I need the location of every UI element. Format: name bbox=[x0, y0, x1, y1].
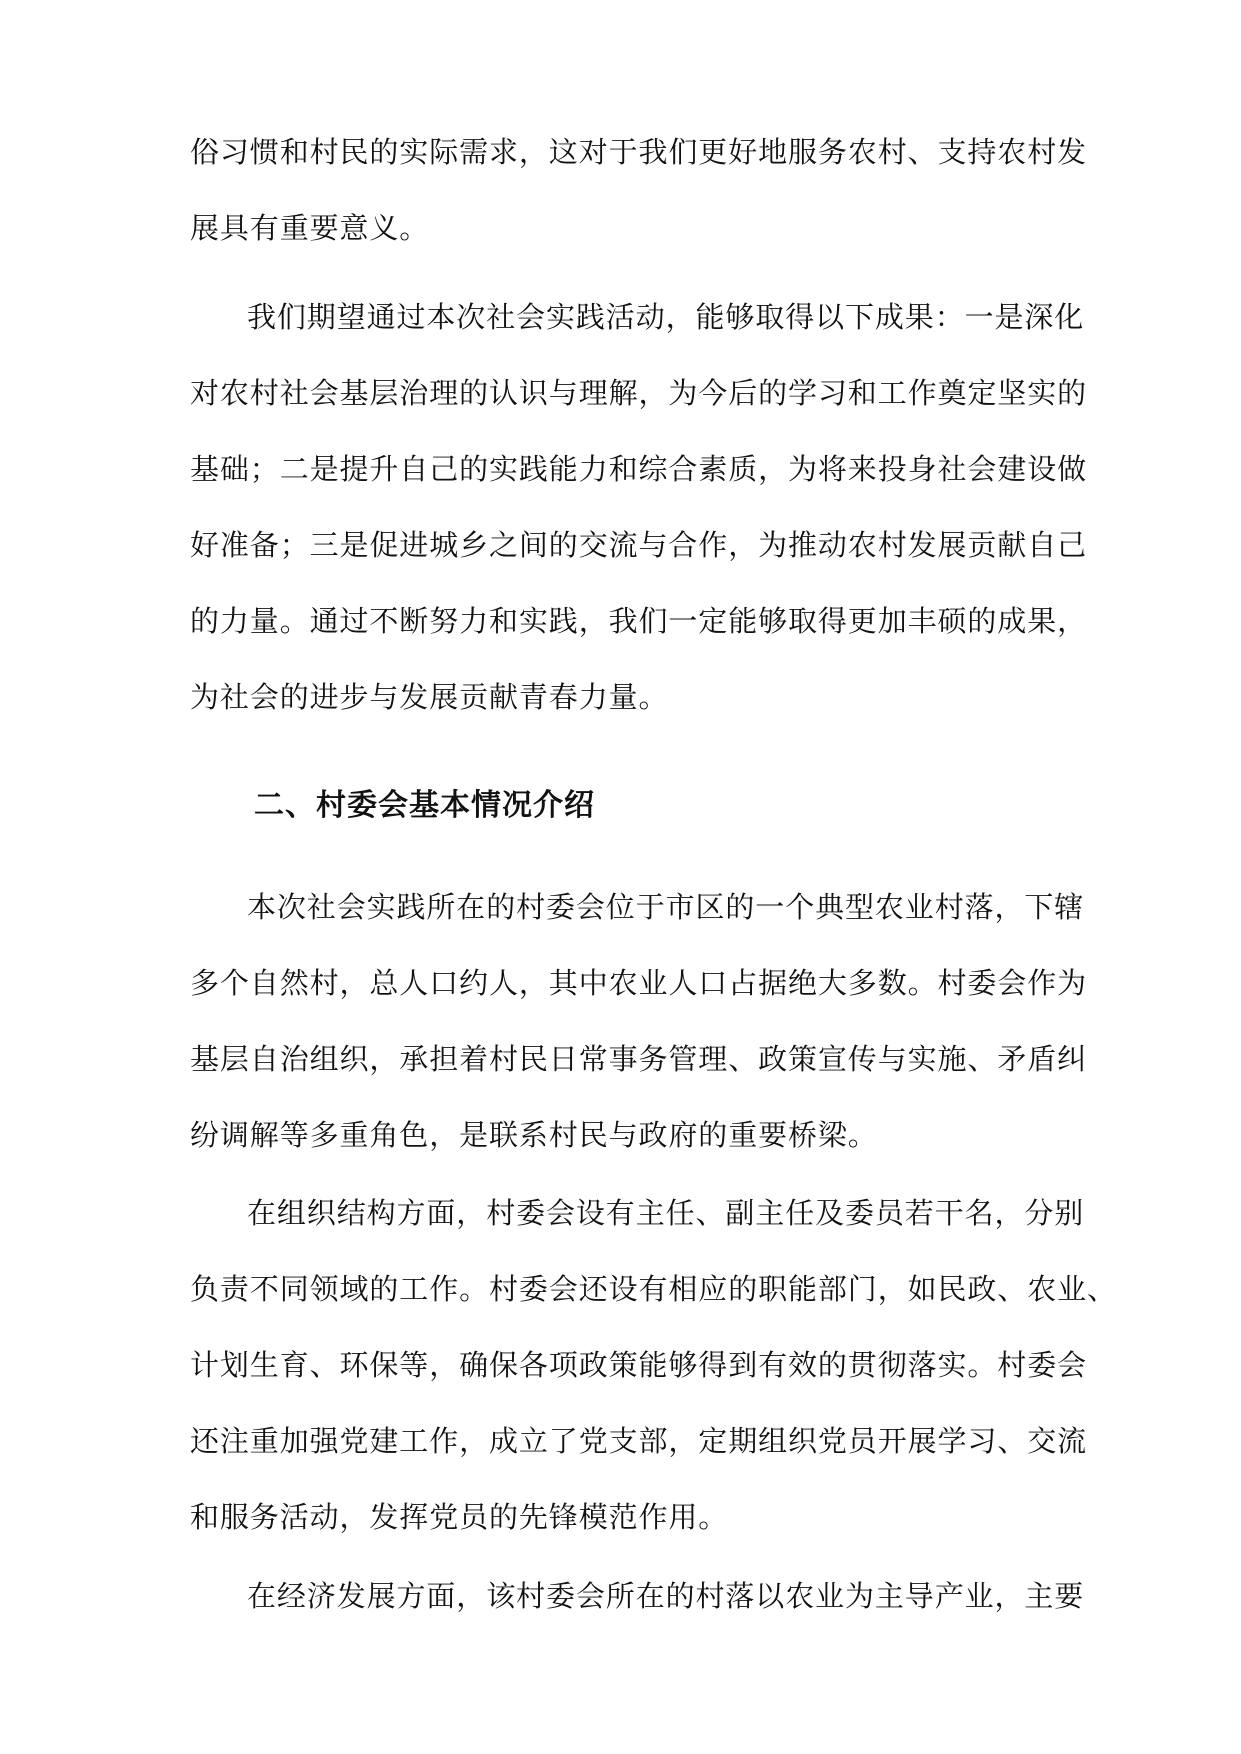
paragraph-line bbox=[0, 449, 1241, 489]
overview-line-3: 基层自治组织，承担着村民日常事务管理、政策宣传与实施、矛盾纠 bbox=[190, 1042, 1088, 1076]
paragraph-line bbox=[0, 132, 1241, 172]
organization-line-4: 还注重加强党建工作，成立了党支部，定期组织党员开展学习、交流 bbox=[190, 1424, 1088, 1458]
overview-line-4: 纷调解等多重角色，是联系村民与政府的重要桥梁。 bbox=[190, 1118, 878, 1152]
paragraph-line bbox=[0, 373, 1241, 413]
expectations-line-2: 对农村社会基层治理的认识与理解，为今后的学习和工作奠定坚实的 bbox=[190, 376, 1088, 410]
expectations-line-6: 为社会的进步与发展贡献青春力量。 bbox=[190, 680, 669, 714]
expectations-line-4: 好准备；三是促进城乡之间的交流与合作，为推动农村发展贡献自己 bbox=[190, 528, 1088, 562]
intro-line-2: 展具有重要意义。 bbox=[190, 211, 430, 245]
overview-line-2: 多个自然村，总人口约人，其中农业人口占据绝大多数。村委会作为 bbox=[190, 966, 1088, 1000]
paragraph-line bbox=[0, 963, 1241, 1003]
paragraph-line bbox=[0, 1115, 1241, 1155]
organization-line-2: 负责不同领域的工作。村委会还设有相应的职能部门，如民政、农业、 bbox=[190, 1272, 1117, 1306]
paragraph-line bbox=[0, 601, 1241, 641]
paragraph-line bbox=[0, 1421, 1241, 1461]
section-heading-text: 二、村委会基本情况介绍 bbox=[254, 788, 595, 823]
paragraph-line bbox=[0, 297, 1241, 337]
paragraph-line bbox=[0, 1039, 1241, 1079]
intro-line-1: 俗习惯和村民的实际需求，这对于我们更好地服务农村、支持农村发 bbox=[190, 135, 1088, 169]
organization-line-3: 计划生育、环保等，确保各项政策能够得到有效的贯彻落实。村委会 bbox=[190, 1348, 1088, 1382]
economy-line-1: 在经济发展方面，该村委会所在的村落以农业为主导产业，主要 bbox=[247, 1579, 1085, 1613]
paragraph-line bbox=[0, 208, 1241, 248]
paragraph-line bbox=[0, 677, 1241, 717]
paragraph-line bbox=[0, 1269, 1241, 1309]
paragraph-line bbox=[0, 1497, 1241, 1537]
organization-line-1: 在组织结构方面，村委会设有主任、副主任及委员若干名，分别 bbox=[247, 1196, 1085, 1230]
expectations-line-3: 基础；二是提升自己的实践能力和综合素质，为将来投身社会建设做 bbox=[190, 452, 1088, 486]
paragraph-line bbox=[0, 887, 1241, 927]
overview-line-1: 本次社会实践所在的村委会位于市区的一个典型农业村落，下辖 bbox=[247, 890, 1085, 924]
paragraph-line bbox=[0, 1345, 1241, 1385]
expectations-line-5: 的力量。通过不断努力和实践，我们一定能够取得更加丰硕的成果， bbox=[190, 604, 1088, 638]
paragraph-line bbox=[0, 1576, 1241, 1616]
organization-line-5: 和服务活动，发挥党员的先锋模范作用。 bbox=[190, 1500, 729, 1534]
paragraph-line bbox=[0, 1193, 1241, 1233]
paragraph-line bbox=[0, 525, 1241, 565]
section-heading bbox=[0, 784, 1241, 828]
expectations-line-1: 我们期望通过本次社会实践活动，能够取得以下成果：一是深化 bbox=[247, 300, 1085, 334]
